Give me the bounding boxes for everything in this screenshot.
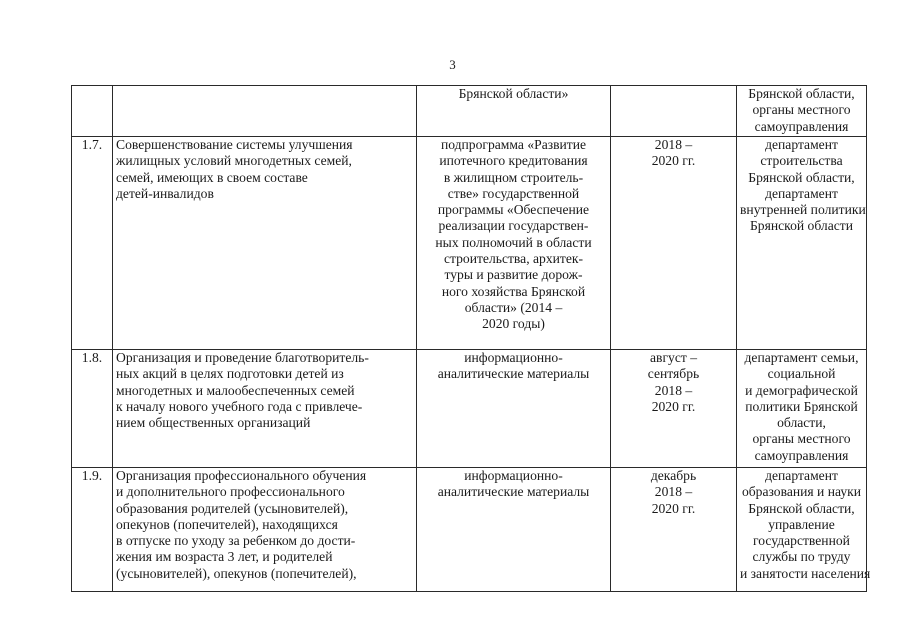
document-cell (417, 137, 611, 350)
document-line: информационно- (464, 468, 563, 483)
measure-name-line: образования родителей (усыновителей), (116, 500, 349, 516)
document-line: в жилищном строитель- (443, 169, 584, 185)
term-line: декабрь (650, 468, 697, 483)
measure-name-line: жения им возраста 3 лет, и родителей (116, 549, 333, 565)
document-line: строительства, архитек- (443, 251, 584, 267)
executor-line: департамент семьи, (744, 350, 859, 365)
term-line: сентябрь (647, 366, 700, 382)
executor-line: политики Брянской (745, 398, 858, 414)
executor-line: социальной (767, 366, 836, 382)
executor-line: Брянской области, (748, 500, 855, 516)
term-line: 2020 гг. (651, 500, 696, 516)
document-line: туры и развитие дорож- (444, 267, 583, 283)
document-line: программы «Обеспечение (437, 202, 590, 218)
term-cell (611, 468, 737, 592)
table-row (72, 137, 867, 350)
document-line: Брянской области» (458, 86, 569, 101)
document-line: 2020 годы) (482, 316, 545, 332)
executor-line: Брянской области, (748, 169, 855, 185)
measure-name-line: Организация и проведение благотворитель- (116, 350, 369, 365)
term-cell (611, 137, 737, 350)
measures-table (71, 85, 871, 592)
measure-name-line: семей, имеющих в своем составе (116, 169, 308, 185)
measure-name-line: (усыновителей), опекунов (попечителей), (116, 565, 357, 581)
document-line: аналитические материалы (437, 484, 590, 500)
measure-name-cell (113, 137, 417, 350)
table-row (72, 86, 867, 137)
term-line: 2018 – (654, 484, 693, 500)
document-cell (417, 468, 611, 592)
table-row (72, 350, 867, 468)
document-cell (417, 86, 611, 137)
item-number-cell: 1.9. (72, 468, 113, 592)
executor-line: Брянской области, (748, 86, 855, 101)
executor-line: внутренней политики (740, 202, 866, 218)
executor-cell (737, 137, 867, 350)
page-number: 3 (449, 57, 456, 72)
executor-line: службы по труду (752, 549, 851, 565)
document-line: ных полномочий в области (435, 234, 592, 250)
executor-line: самоуправления (754, 447, 849, 463)
table-row (72, 468, 867, 592)
term-line: 2018 – (654, 137, 693, 152)
measure-name-line: детей-инвалидов (116, 185, 214, 201)
document-line: подпрограмма «Развитие (440, 137, 587, 152)
measure-name-line: нием общественных организаций (116, 415, 311, 431)
executor-line: области, (777, 415, 826, 431)
measure-name-cell (113, 468, 417, 592)
measure-name-line: к началу нового учебного года с привлече- (116, 398, 363, 414)
measure-name-line: жилищных условий многодетных семей, (116, 153, 352, 169)
term-line: август – (650, 350, 697, 365)
term-line: 2018 – (654, 382, 693, 398)
executor-line: управление (768, 516, 835, 532)
document-line: стве» государственной (447, 185, 580, 201)
executor-line: и демографической (745, 382, 858, 398)
measure-name-line: ных акций в целях подготовки детей из (116, 366, 344, 382)
executor-cell (737, 468, 871, 592)
executor-line: департамент (765, 468, 838, 483)
measures-table-body (72, 86, 871, 592)
table-bottom-border (71, 591, 867, 592)
document-line: реализации государствен- (438, 218, 589, 234)
document-line: ного хозяйства Брянской (441, 283, 586, 299)
executor-line: Брянской области (750, 218, 853, 234)
item-number-cell: 1.8. (72, 350, 113, 468)
executor-line: строительства (760, 153, 843, 169)
document-line: области» (2014 – (464, 299, 563, 315)
item-number-cell (72, 86, 113, 137)
measure-name-line: многодетных и малообеспеченных семей (116, 382, 355, 398)
executor-line: органы местного (752, 431, 851, 447)
measure-name-line: в отпуске по уходу за ребенком до дости- (116, 533, 356, 549)
document-line: информационно- (464, 350, 563, 365)
term-line: 2020 гг. (651, 153, 696, 169)
term-cell (611, 350, 737, 468)
executor-line: самоуправления (754, 118, 849, 134)
executor-cell (737, 86, 867, 137)
measure-name-line: и дополнительного профессионального (116, 484, 345, 500)
item-number-cell: 1.7. (72, 137, 113, 350)
executor-line: образования и науки (741, 484, 862, 500)
executor-line: и занятости населения (740, 565, 871, 581)
measure-name-cell (113, 86, 417, 137)
document-line: аналитические материалы (437, 366, 590, 382)
executor-cell (737, 350, 867, 468)
measure-name-line: опекунов (попечителей), находящихся (116, 516, 338, 532)
measure-name-line: Организация профессионального обучения (116, 468, 367, 483)
executor-line: департамент (765, 185, 838, 201)
document-line: ипотечного кредитования (439, 153, 588, 169)
executor-line: департамент (765, 137, 838, 152)
term-line: 2020 гг. (651, 398, 696, 414)
measure-name-cell (113, 350, 417, 468)
document-cell (417, 350, 611, 468)
term-cell (611, 86, 737, 137)
executor-line: государственной (753, 533, 850, 549)
executor-line: органы местного (752, 102, 851, 118)
measure-name-line: Совершенствование системы улучшения (116, 137, 353, 152)
